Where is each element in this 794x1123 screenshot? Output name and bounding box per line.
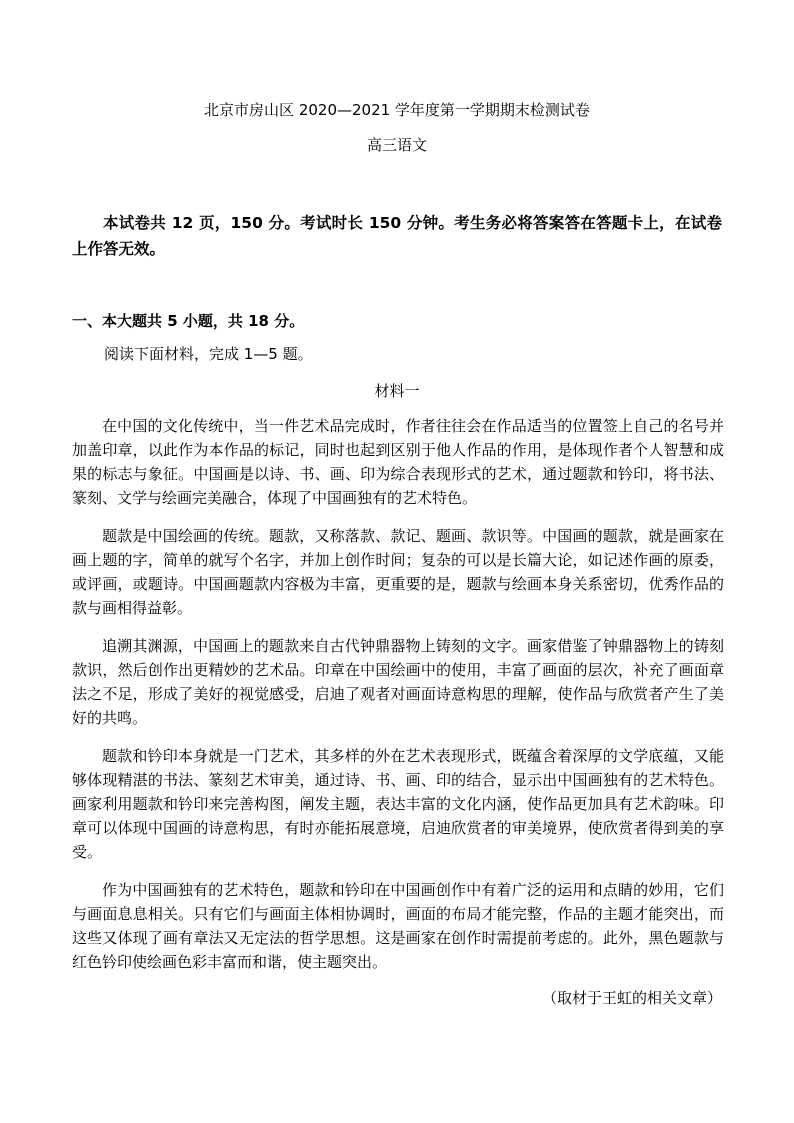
exam-subject: 高三语文 bbox=[366, 136, 427, 154]
exam-notice: 本试卷共 12 页，150 分。考试时长 150 分钟。考生务必将答案答在答题卡上，在试卷上作答无效。 bbox=[72, 214, 722, 258]
material-paragraph: 题款是中国绘画的传统。题款，又称落款、款记、题画、款识等。中国画的题款，就是画家在画上题的字，简单的就写个名字，并加上创作时间；复杂的可以是长篇大论，如记述作画的原委，或评画，或题诗。中国画题款内容极为丰富，更重要的是，题款与绘画本身关系密切，优秀作品的款与画相得益彰。 bbox=[72, 527, 724, 617]
material-title: 材料一 bbox=[374, 382, 420, 400]
material-paragraph: 追溯其渊源，中国画上的题款来自古代钟鼎器物上铸刻的文字。画家借鉴了钟鼎器物上的铸刻款识，然后创作出更精妙的艺术品。印章在中国绘画中的使用，丰富了画面的层次，补充了画面章法之不足，形成了美好的视觉感受，启迪了观者对画面诗意构思的理解，使作品与欣赏者产生了美好的共鸣。 bbox=[72, 637, 724, 727]
section-heading: 一、本大题共 5 小题，共 18 分。 bbox=[72, 312, 305, 330]
exam-title: 北京市房山区 2020—2021 学年度第一学期期末检测试卷 bbox=[204, 101, 590, 119]
material-paragraph: 作为中国画独有的艺术特色，题款和钤印在中国画创作中有着广泛的运用和点睛的妙用，它们与画面息息相关。只有它们与画面主体相协调时，画面的布局才能完整，作品的主题才能突出，而这些又体现了画有章法又无定法的哲学思想。这是画家在创作时需提前考虑的。此外，黑色题款与红色钤印使绘画色彩丰富而和谐，使主题突出。 bbox=[72, 881, 724, 971]
material-paragraph: 在中国的文化传统中，当一件艺术品完成时，作者往往会在作品适当的位置签上自己的名号并加盖印章，以此作为本作品的标记，同时也起到区别于他人作品的作用，是体现作者个人智慧和成果的标志与象征。中国画是以诗、书、画、印为综合表现形式的艺术，通过题款和钤印，将书法、篆刻、文学与绘画完美融合，体现了中国画独有的艺术特色。 bbox=[72, 417, 724, 507]
reading-instruction: 阅读下面材料，完成 1—5 题。 bbox=[104, 345, 313, 363]
material-paragraph: 题款和钤印本身就是一门艺术，其多样的外在艺术表现形式，既蕴含着深厚的文学底蕴，又能够体现精湛的书法、篆刻艺术审美，通过诗、书、画、印的结合，显示出中国画独有的艺术特色。画家利用题款和钤印来完善构图，阐发主题，表达丰富的文化内涵，使作品更加具有艺术韵味。印章可以体现中国画的诗意构思，有时亦能拓展意境，启迪欣赏者的审美境界，使欣赏者得到美的享受。 bbox=[72, 747, 724, 861]
material-body bbox=[72, 414, 724, 988]
material-source: （取材于王虹的相关文章） bbox=[541, 989, 722, 1007]
